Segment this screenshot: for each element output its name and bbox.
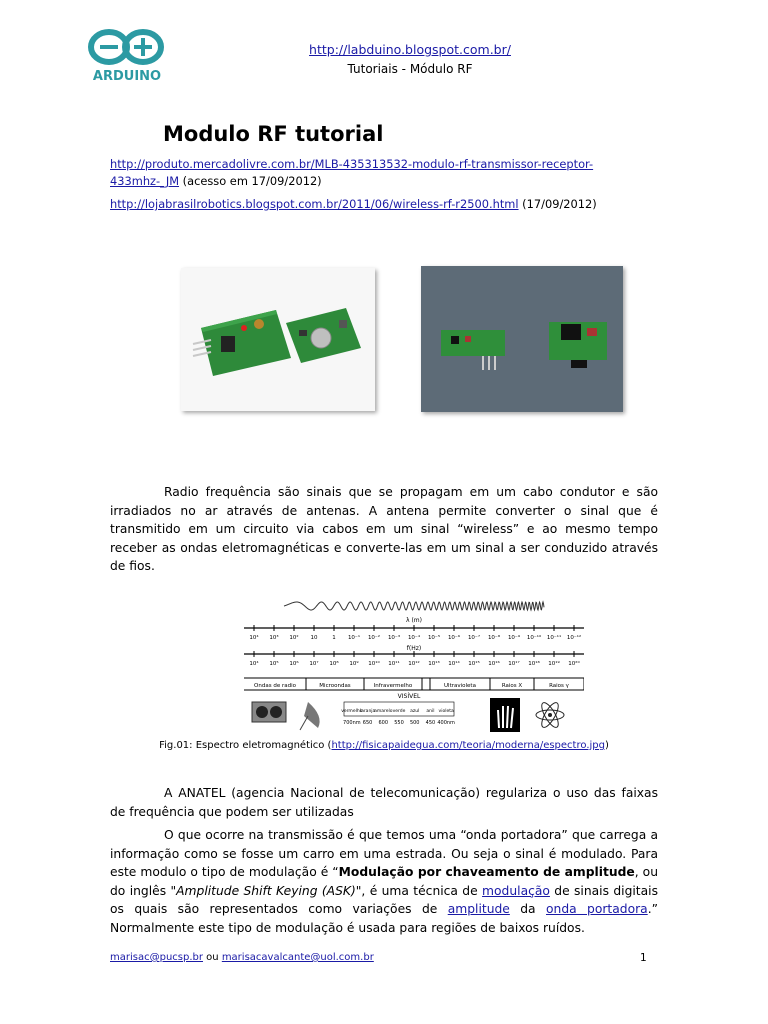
atom-icon <box>536 700 564 729</box>
p3-d: de sinais digitais os quais são representados como variações de <box>110 883 658 916</box>
frequency-tick-label: 10¹⁷ <box>508 661 520 667</box>
footer-separator: ou <box>202 952 222 963</box>
modulacao-link[interactable]: modulação <box>482 883 550 898</box>
band-label: Ondas de radio <box>254 683 296 689</box>
header-subtitle: Tutoriais - Módulo RF <box>347 62 473 76</box>
onda-portadora-link[interactable]: onda portadora <box>546 902 648 916</box>
wavelength-tick-label: 10⁻⁷ <box>467 635 481 641</box>
frequency-tick-label: 10⁶ <box>289 661 299 667</box>
frequency-tick-label: 10¹⁸ <box>528 661 540 667</box>
wavelength-tick-label: 10⁻¹² <box>566 635 582 641</box>
band-label: Infravermelho <box>373 683 413 689</box>
wavelength-nm-label: 450 <box>425 720 436 726</box>
paragraph-1-text: Radio frequência são sinais que se propagam em um cabo condutor e são irradiados no ar através de antenas. A antena permite converter o sinal que é transmitido em um circuito via cabos em um sinal “wireless” e ao mesmo tempo receber as ondas eletromagnéticas e converte-las em um sinal a ser conduzido através de fios. <box>110 485 658 573</box>
xray-hand-icon <box>490 698 520 732</box>
paragraph-modulation <box>110 826 658 937</box>
visible-label: VISÍVEL <box>397 693 421 700</box>
wavelength-tick-label: 10⁻¹ <box>347 635 361 641</box>
wavelength-tick-label: 10⁻⁹ <box>507 635 521 641</box>
wavelength-tick-label: 10⁻⁴ <box>407 635 421 641</box>
wavelength-axis-label: λ (m) <box>406 617 422 624</box>
satellite-dish-icon <box>300 702 320 730</box>
p3-f: .” Normalmente este tipo de modulação é usada para regiões de baixos ruídos. <box>110 902 658 935</box>
band-label: Raios X <box>501 683 523 689</box>
reference-1-link[interactable]: http://produto.mercadolivre.com.br/MLB-435313532-modulo-rf-transmissor-receptor-433mhz-_JM <box>110 157 594 188</box>
visible-color-label: laranja <box>359 709 376 714</box>
frequency-tick-label: 10¹⁴ <box>448 661 460 667</box>
frequency-tick-label: 10⁴ <box>249 661 259 667</box>
band-label: Ultravioleta <box>444 683 476 689</box>
wavelength-tick-label: 10⁴ <box>249 635 259 641</box>
visible-color-label: vermelho <box>341 709 363 714</box>
email-1-link[interactable]: marisac@pucsp.br <box>110 952 203 963</box>
band-label: Raios γ <box>549 683 569 689</box>
band-label: Microondas <box>319 683 351 689</box>
wavelength-nm-label: 400nm <box>437 720 455 726</box>
frequency-tick-label: 10¹³ <box>428 661 440 667</box>
em-spectrum-figure <box>244 598 584 734</box>
paragraph-rf-intro <box>110 483 658 576</box>
wavelength-tick-label: 10 <box>310 635 318 641</box>
wavelength-tick-label: 10⁻³ <box>387 635 401 641</box>
caption-suffix: ) <box>604 740 609 751</box>
footer-emails <box>110 952 374 963</box>
amplitude-link[interactable]: amplitude <box>447 902 510 916</box>
wavelength-tick-label: 1 <box>332 635 336 641</box>
email-2-link[interactable]: marisacavalcante@uol.com.br <box>221 952 374 963</box>
paragraph-anatel <box>110 784 658 821</box>
p3-bold: Modulação por chaveamento de amplitude <box>338 865 635 879</box>
wavelength-tick-label: 10⁻² <box>367 635 381 641</box>
references <box>110 156 630 219</box>
reference-2-link[interactable]: http://lojabrasilrobotics.blogspot.com.br/2011/06/wireless-rf-r2500.html <box>110 197 519 211</box>
p3-italic: "Amplitude Shift Keying (ASK)" <box>170 883 362 898</box>
p3-b: , ou do inglês <box>110 865 658 898</box>
reference-2-note: (17/09/2012) <box>522 197 597 211</box>
frequency-tick-label: 10⁷ <box>309 661 319 667</box>
radio-icon <box>252 702 286 722</box>
p3-a: O que ocorre na transmissão é que temos uma “onda portadora” que carrega a informação como se fosse um carro em uma estrada. Ou seja o sinal é modulado. Para este modulo o tipo de modulação é “ <box>110 828 658 879</box>
visible-color-label: amarelo <box>374 709 393 714</box>
caption-link[interactable]: http://fisicapaidegua.com/teoria/moderna/espectro.jpg <box>331 740 605 751</box>
reference-2 <box>110 196 630 213</box>
header-url-link[interactable]: http://labduino.blogspot.com.br/ <box>309 42 511 57</box>
wavelength-nm-label: 650 <box>362 720 373 726</box>
wavelength-tick-label: 10⁻¹⁰ <box>526 635 542 641</box>
visible-color-label: violeta <box>438 709 454 714</box>
frequency-tick-label: 10⁵ <box>269 661 279 667</box>
wavelength-tick-label: 10⁻¹¹ <box>546 635 562 641</box>
p3-e: da <box>509 902 546 916</box>
frequency-tick-label: 10⁹ <box>349 661 359 667</box>
frequency-tick-label: 10¹⁹ <box>548 661 560 667</box>
frequency-tick-label: 10²⁰ <box>568 661 580 667</box>
frequency-tick-label: 10⁸ <box>329 661 339 667</box>
page-title: Modulo RF tutorial <box>163 122 384 146</box>
figure-caption <box>110 740 658 751</box>
frequency-axis-label: f(Hz) <box>406 645 422 652</box>
page-number: 1 <box>640 952 647 964</box>
frequency-tick-label: 10¹⁶ <box>488 661 500 667</box>
paragraph-2-text: A ANATEL (agencia Nacional de telecomunicação) regulariza o uso das faixas de frequência que podem ser utilizadas <box>110 786 658 819</box>
visible-colors-scale <box>341 702 455 726</box>
frequency-tick-label: 10¹⁵ <box>468 661 480 667</box>
rf-module-photo-white-bg <box>181 268 375 411</box>
logo-text: ARDUINO <box>92 69 162 84</box>
wavelength-tick-label: 10² <box>289 635 299 641</box>
visible-color-label: azul <box>410 709 420 714</box>
visible-color-label: anil <box>426 709 435 714</box>
wavelength-nm-label: 700nm <box>343 720 361 726</box>
wavelength-nm-label: 500 <box>409 720 420 726</box>
wavelength-nm-label: 550 <box>394 720 404 726</box>
wavelength-tick-label: 10⁻⁸ <box>487 635 501 641</box>
visible-color-label: verde <box>392 709 406 714</box>
wavelength-tick-label: 10⁻⁵ <box>427 635 441 641</box>
rf-module-photo-gray-bg <box>421 266 623 412</box>
reference-1-note: (acesso em 17/09/2012) <box>182 174 322 188</box>
wavelength-nm-label: 600 <box>378 720 389 726</box>
header-url[interactable] <box>240 42 580 57</box>
caption-prefix: Fig.01: Espectro eletromagnético ( <box>159 740 332 751</box>
frequency-tick-label: 10¹² <box>408 661 420 667</box>
wavelength-tick-label: 10³ <box>269 635 279 641</box>
frequency-tick-label: 10¹¹ <box>388 661 400 667</box>
frequency-tick-label: 10¹⁰ <box>368 661 380 667</box>
p3-c: , é uma técnica de <box>361 883 483 898</box>
arduino-logo <box>87 28 171 86</box>
wavelength-tick-label: 10⁻⁶ <box>447 635 461 641</box>
reference-1 <box>110 156 630 190</box>
